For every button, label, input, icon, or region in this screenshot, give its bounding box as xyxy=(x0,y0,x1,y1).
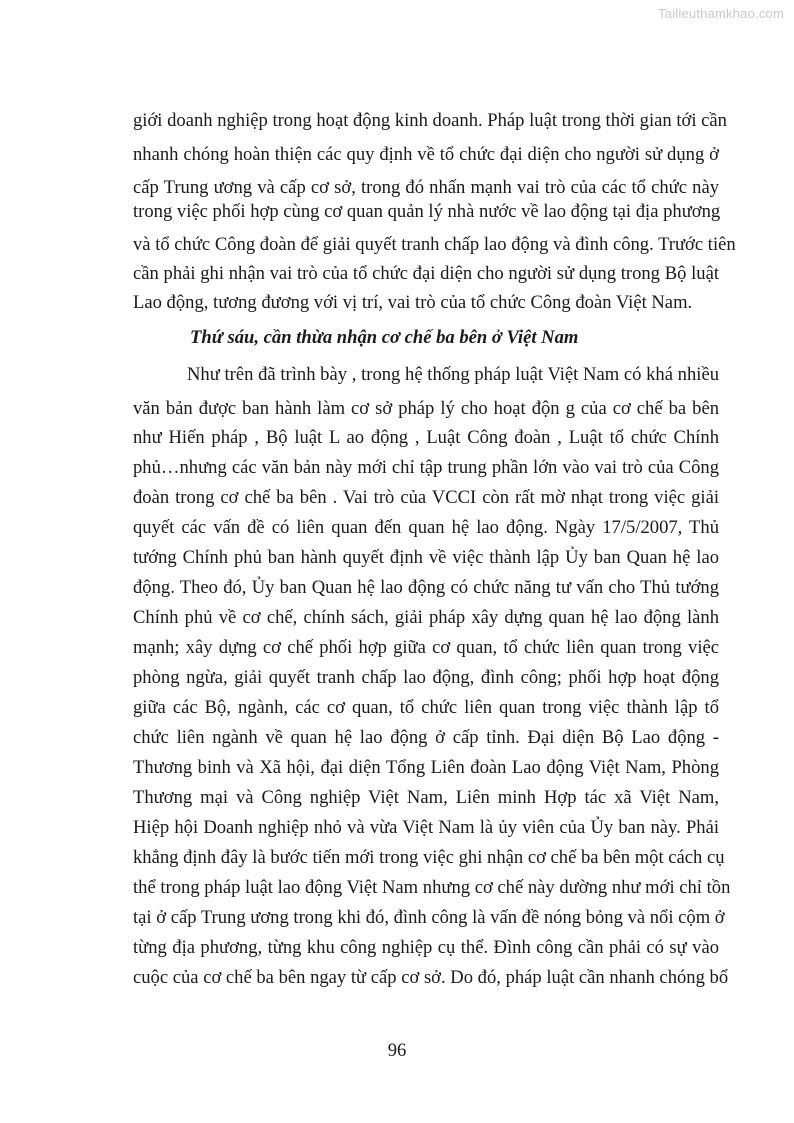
text-line: như Hiến pháp , Bộ luật L ao động , Luật Công đoàn , Luật tổ chức Chính xyxy=(133,427,719,448)
text-line: quyết các vấn đề có liên quan đến quan hệ lao động. Ngày 17/5/2007, Thủ xyxy=(133,517,719,538)
text-line: Thương mại và Công nghiệp Việt Nam, Liên minh Hợp tác xã Việt Nam, xyxy=(133,787,719,808)
text-line: nhanh chóng hoàn thiện các quy định về tổ chức đại diện cho người sử dụng ở xyxy=(133,144,719,165)
section-heading: Thứ sáu, cần thừa nhận cơ chế ba bên ở Việt Nam xyxy=(190,327,579,348)
text-line: cuộc của cơ chế ba bên ngay từ cấp cơ sở. Do đó, pháp luật cần nhanh chóng bổ xyxy=(133,967,729,988)
text-line: phòng ngừa, giải quyết tranh chấp lao động, đình công; phối hợp hoạt động xyxy=(133,667,719,688)
text-line: văn bản được ban hành làm cơ sở pháp lý cho hoạt độn g của cơ chế ba bên xyxy=(133,398,719,419)
text-line: Lao động, tương đương với vị trí, vai trò của tổ chức Công đoàn Việt Nam. xyxy=(133,292,693,313)
text-line: Hiệp hội Doanh nghiệp nhỏ và vừa Việt Nam là ủy viên của Ủy ban này. Phải xyxy=(133,817,719,838)
text-line: trong việc phối hợp cùng cơ quan quản lý nhà nước về lao động tại địa phương xyxy=(133,201,721,222)
text-line: động. Theo đó, Ủy ban Quan hệ lao động có chức năng tư vấn cho Thủ tướng xyxy=(133,577,719,598)
text-line: giữa các Bộ, ngành, các cơ quan, tổ chức liên quan trong việc thành lập tổ xyxy=(133,697,719,718)
text-line: từng địa phương, từng khu công nghiệp cụ thể. Đình công cần phải có sự vào xyxy=(133,937,719,958)
text-line: đoàn trong cơ chế ba bên . Vai trò của VCCI còn rất mờ nhạt trong việc giải xyxy=(133,487,719,508)
text-line: mạnh; xây dựng cơ chế phối hợp giữa cơ quan, tổ chức liên quan trong việc xyxy=(133,637,719,658)
text-line: Thương binh và Xã hội, đại diện Tổng Liên đoàn Lao động Việt Nam, Phòng xyxy=(133,757,719,778)
text-line: cấp Trung ương và cấp cơ sở, trong đó nhấn mạnh vai trò của các tổ chức này xyxy=(133,177,719,198)
watermark-text: Tailieuthamkhao.com xyxy=(658,6,784,21)
text-line: giới doanh nghiệp trong hoạt động kinh doanh. Pháp luật trong thời gian tới cần xyxy=(133,110,727,131)
text-line: Chính phủ về cơ chế, chính sách, giải pháp xây dựng quan hệ lao động lành xyxy=(133,607,719,628)
text-line: khẳng định đây là bước tiến mới trong việc ghi nhận cơ chế ba bên một cách cụ xyxy=(133,847,725,868)
text-line: phủ…nhưng các văn bản này mới chỉ tập trung phần lớn vào vai trò của Công xyxy=(133,457,719,478)
text-line: tại ở cấp Trung ương trong khi đó, đình công là vấn đề nóng bỏng và nổi cộm ở xyxy=(133,907,725,928)
text-line: cần phải ghi nhận vai trò của tổ chức đại diện cho người sử dụng trong Bộ luật xyxy=(133,263,719,284)
text-line: chức liên ngành về quan hệ lao động ở cấp tỉnh. Đại diện Bộ Lao động - xyxy=(133,727,719,748)
page-number: 96 xyxy=(387,1040,407,1061)
text-line: tướng Chính phủ ban hành quyết định về việc thành lập Ủy ban Quan hệ lao xyxy=(133,547,719,568)
text-line: và tổ chức Công đoàn để giải quyết tranh chấp lao động và đình công. Trước tiên xyxy=(133,234,736,255)
text-line: Như trên đã trình bày , trong hệ thống pháp luật Việt Nam có khá nhiều xyxy=(187,364,719,385)
text-line: thể trong pháp luật lao động Việt Nam nhưng cơ chế này dường như mới chỉ tồn xyxy=(133,877,731,898)
